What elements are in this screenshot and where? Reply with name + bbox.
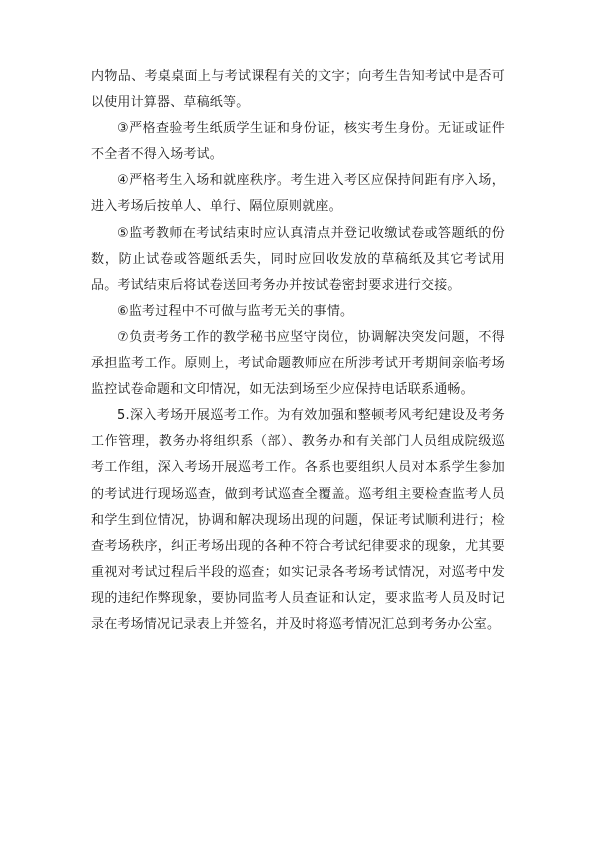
document-body bbox=[91, 64, 505, 638]
paragraph-section-5: 5.深入考场开展巡考工作。为有效加强和整顿考风考纪建设及考务工作管理，教务办将组织系（部）、教务办和有关部门人员组成院级巡考工作组，深入考场开展巡考工作。各系也要组织人员对本系学生参加的考试进行现场巡查，做到考试巡查全覆盖。巡考组主要检查监考人员和学生到位情况，协调和解决现场出现的问题，保证考试顺利进行；检查考场秩序，纠正考场出现的各种不符合考试纪律要求的现象，尤其要重视对考试过程后半段的巡查；如实记录各考场考试情况，对巡考中发现的违纪作弊现象，要协同监考人员查证和认定，要求监考人员及时记录在考场情况记录表上并签名，并及时将巡考情况汇总到考务办公室。 bbox=[91, 408, 505, 632]
paragraph-item-5: ⑤监考教师在考试结束时应认真清点并登记收缴试卷或答题纸的份数，防止试卷或答题纸丢失，同时应回收发放的草稿纸及其它考试用品。考试结束后将试卷送回考务办并按试卷密封要求进行交接。 bbox=[91, 225, 505, 293]
paragraph-item-3: ③严格查验考生纸质学生证和身份证，核实考生身份。无证或证件不全者不得入场考试。 bbox=[91, 121, 505, 163]
paragraph-item-6: ⑥监考过程中不可做与监考无关的事情。 bbox=[117, 303, 354, 319]
paragraph-item-7: ⑦负责考务工作的教学秘书应坚守岗位，协调解决突发问题，不得承担监考工作。原则上，考试命题教师应在所涉考试开考期间亲临考场监控试卷命题和文印情况，如无法到场至少应保持电话联系通畅。 bbox=[91, 329, 505, 398]
paragraph-item-4: ④严格考生入场和就座秩序。考生进入考区应保持间距有序入场，进入考场后按单人、单行、隔位原则就座。 bbox=[91, 173, 505, 215]
paragraph-continuation: 内物品、考桌桌面上与考试课程有关的文字；向考生告知考试中是否可以使用计算器、草稿纸等。 bbox=[91, 69, 505, 111]
